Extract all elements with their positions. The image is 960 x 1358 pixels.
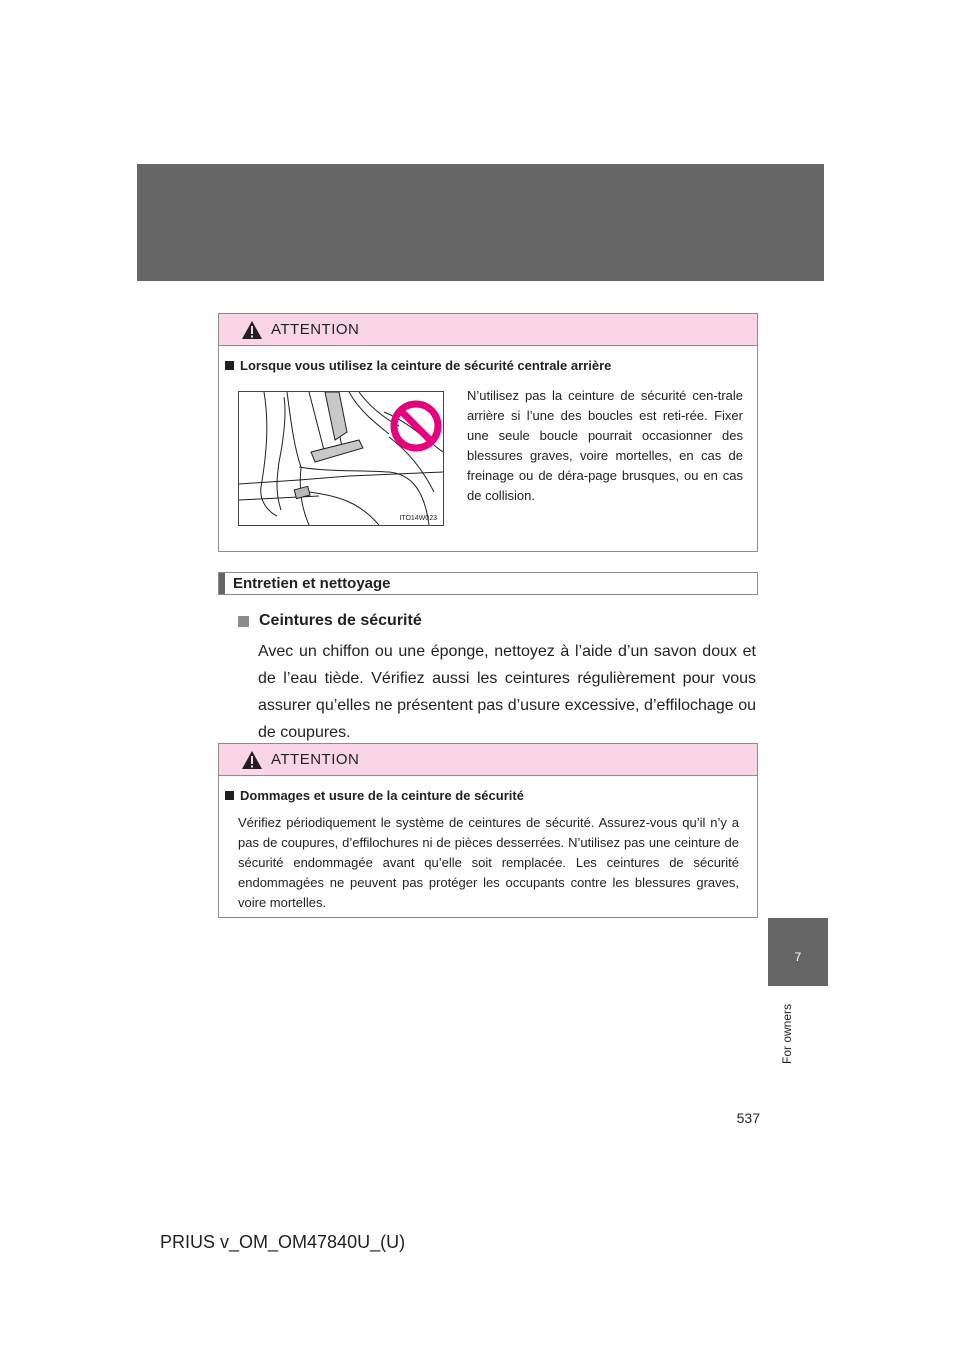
chapter-tab xyxy=(768,918,828,986)
square-bullet-icon xyxy=(225,791,234,800)
caution-text: Vérifiez périodiquement le système de ceintures de sécurité. Assurez-vous qu’il n’y a pas de coupures, d’effilochures ni de pièces desserrées. N’utilisez pas une ceinture de sécurité endommagée avant qu’elle soit remplacée. Les ceintures de sécurité endommagées ne peuvent pas protéger les occupants contre les blessures graves, voire mortelles. xyxy=(238,815,739,910)
section-title: Entretien et nettoyage xyxy=(233,575,391,592)
caution-title: ATTENTION xyxy=(271,321,360,338)
caution-subheading-text: Dommages et usure de la ceinture de sécurité xyxy=(240,788,524,803)
warning-triangle-icon xyxy=(241,320,263,340)
cleaning-instructions: Avec un chiffon ou une éponge, nettoyez à l’aide d’un savon doux et de l’eau tiède. Vérifiez aussi les ceintures régulièrement pour vous assurer qu’elles ne présentent pas d’usure excessive, d’effilochage ou de coupures. xyxy=(258,643,756,741)
section-heading-bar xyxy=(219,573,225,594)
subheading-text: Ceintures de sécurité xyxy=(259,612,422,629)
caution-box-belt-damage xyxy=(218,743,758,918)
chapter-label: For owners xyxy=(780,1003,794,1065)
figure-code: ITO14W023 xyxy=(399,515,437,522)
caution-header xyxy=(219,744,757,776)
page-number: 537 xyxy=(736,1110,760,1126)
caution-box-rear-center-belt xyxy=(218,313,758,552)
seatbelt-drawing xyxy=(239,392,443,525)
caution-subheading xyxy=(225,788,757,803)
seatbelt-illustration xyxy=(238,391,444,526)
square-bullet-icon xyxy=(225,361,234,370)
square-bullet-icon xyxy=(238,616,249,627)
warning-triangle-icon xyxy=(241,750,263,770)
caution-text: N’utilisez pas la ceinture de sécurité cen-trale arrière si l’une des boucles est reti-rée. Fixer une seule boucle pourrait occasionner des blessures graves, voire mortelles, en cas de freinage ou de déra-page brusques, ou en cas de collision. xyxy=(467,388,743,503)
header-band xyxy=(137,164,824,281)
caution-header xyxy=(219,314,757,346)
caution-title: ATTENTION xyxy=(271,751,360,768)
caution-subheading-text: Lorsque vous utilisez la ceinture de sécurité centrale arrière xyxy=(240,358,612,373)
chapter-number: 7 xyxy=(794,950,802,964)
subheading-seatbelts xyxy=(238,612,422,630)
caution-subheading xyxy=(225,358,757,373)
section-heading xyxy=(218,572,758,595)
footer-code: PRIUS v_OM_OM47840U_(U) xyxy=(160,1232,406,1252)
